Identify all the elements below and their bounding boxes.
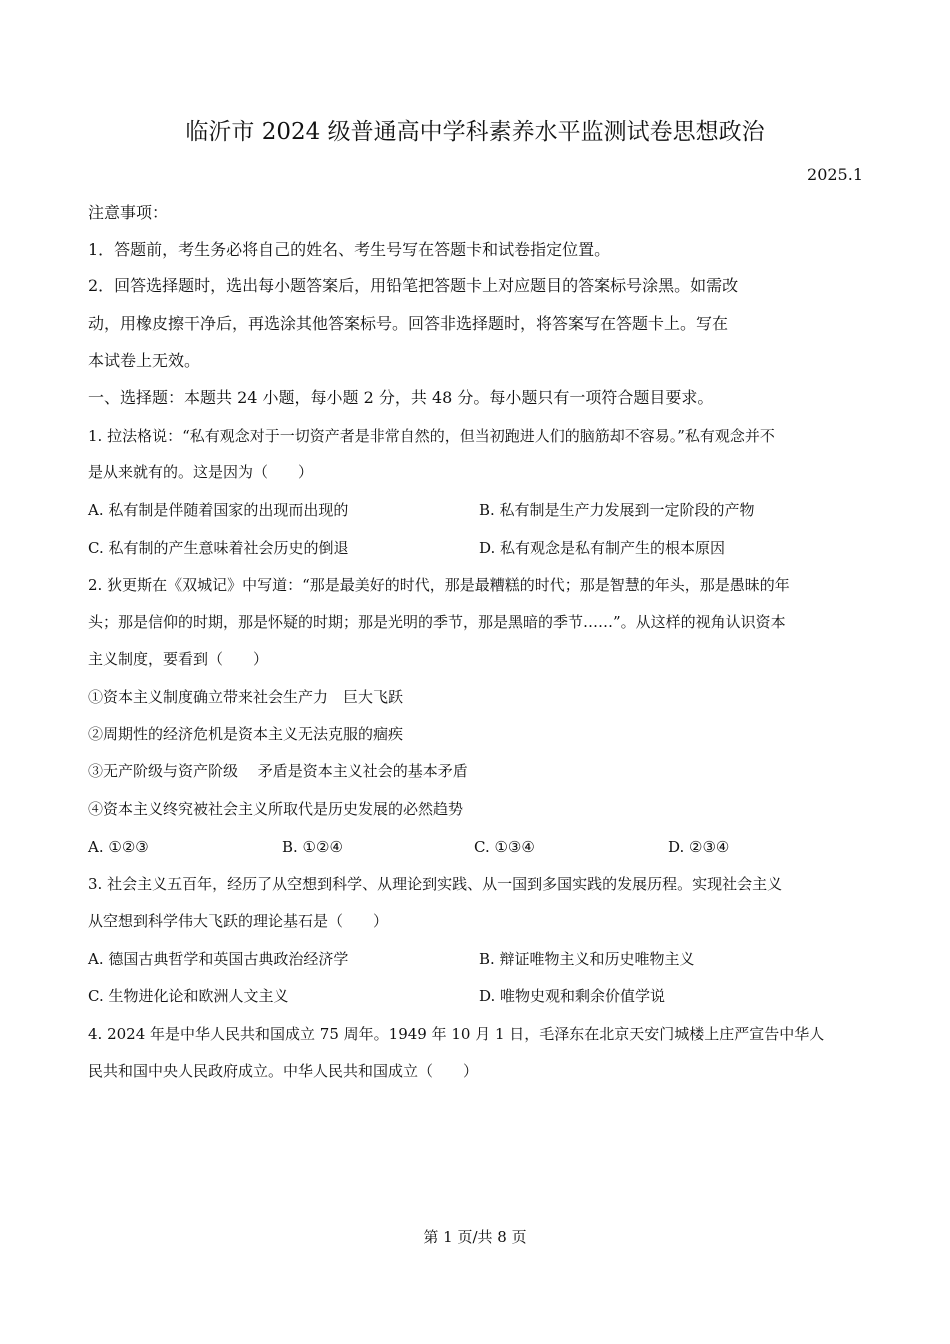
notice-item-2-line-2: 动，用橡皮擦干净后，再选涂其他答案标号。回答非选择题时，将答案写在答题卡上。写在 bbox=[88, 314, 729, 333]
question-2-statement-3: ③无产阶级与资产阶级 矛盾是资本主义社会的基本矛盾 bbox=[88, 762, 468, 780]
page-title: 临沂市 2024 级普通高中学科素养水平监测试卷思想政治 bbox=[185, 119, 765, 145]
question-1-line-2: 是从来就有的。这是因为（ ） bbox=[88, 463, 314, 481]
question-3-line-1: 3. 社会主义五百年，经历了从空想到科学、从理论到实践、从一国到多国实践的发展历程。实现社会主义 bbox=[88, 875, 783, 893]
question-2-option-b: B. ①②④ bbox=[282, 838, 343, 856]
notice-item-1: 1．答题前，考生务必将自己的姓名、考生号写在答题卡和试卷指定位置。 bbox=[88, 240, 611, 259]
question-4-line-2: 民共和国中央人民政府成立。中华人民共和国成立（ ） bbox=[88, 1062, 479, 1080]
notice-item-2-line-3: 本试卷上无效。 bbox=[88, 351, 201, 370]
notice-item-2-line-1: 2．回答选择题时，选出每小题答案后，用铅笔把答题卡上对应题目的答案标号涂黑。如需改 bbox=[88, 276, 739, 295]
question-2-line-3: 主义制度，要看到（ ） bbox=[88, 650, 269, 668]
question-1-option-a: A. 私有制是伴随着国家的出现而出现的 bbox=[88, 501, 349, 519]
question-2-statement-4: ④资本主义终究被社会主义所取代是历史发展的必然趋势 bbox=[88, 800, 464, 818]
notice-heading: 注意事项： bbox=[88, 203, 169, 222]
question-2-statement-2: ②周期性的经济危机是资本主义无法克服的痼疾 bbox=[88, 725, 404, 743]
exam-date: 2025.1 bbox=[807, 165, 863, 184]
question-3-option-d: D. 唯物史观和剩余价值学说 bbox=[479, 987, 666, 1005]
question-2-line-1: 2. 狄更斯在《双城记》中写道：“那是最美好的时代，那是最糟糕的时代；那是智慧的年头，那是愚昧的年 bbox=[88, 576, 790, 594]
question-2-statement-1: ①资本主义制度确立带来社会生产力 巨大飞跃 bbox=[88, 688, 404, 706]
question-3-option-c: C. 生物进化论和欧洲人文主义 bbox=[88, 987, 289, 1005]
question-2-option-c: C. ①③④ bbox=[474, 838, 535, 856]
question-4-line-1: 4. 2024 年是中华人民共和国成立 75 周年。1949 年 10 月 1 日，毛泽东在北京天安门城楼上庄严宣告中华人 bbox=[88, 1025, 825, 1043]
question-1-option-b: B. 私有制是生产力发展到一定阶段的产物 bbox=[479, 501, 755, 519]
section-heading: 一、选择题：本题共 24 小题，每小题 2 分，共 48 分。每小题只有一项符合题目要求。 bbox=[88, 388, 714, 407]
question-3-line-2: 从空想到科学伟大飞跃的理论基石是（ ） bbox=[88, 912, 389, 930]
question-1-option-d: D. 私有观念是私有制产生的根本原因 bbox=[479, 539, 726, 557]
question-1-line-1: 1. 拉法格说：“私有观念对于一切资产者是非常自然的，但当初跑进人们的脑筋却不容易。”私有观念并不 bbox=[88, 427, 775, 445]
question-3-option-b: B. 辩证唯物主义和历史唯物主义 bbox=[479, 950, 695, 968]
question-3-option-a: A. 德国古典哲学和英国古典政治经济学 bbox=[88, 950, 349, 968]
question-1-option-c: C. 私有制的产生意味着社会历史的倒退 bbox=[88, 539, 349, 557]
question-2-line-2: 头；那是信仰的时期，那是怀疑的时期；那是光明的季节，那是黑暗的季节……”。从这样的视角认识资本 bbox=[88, 613, 786, 631]
question-2-option-a: A. ①②③ bbox=[88, 838, 149, 856]
page-number: 第 1 页/共 8 页 bbox=[423, 1228, 527, 1246]
question-2-option-d: D. ②③④ bbox=[668, 838, 730, 856]
